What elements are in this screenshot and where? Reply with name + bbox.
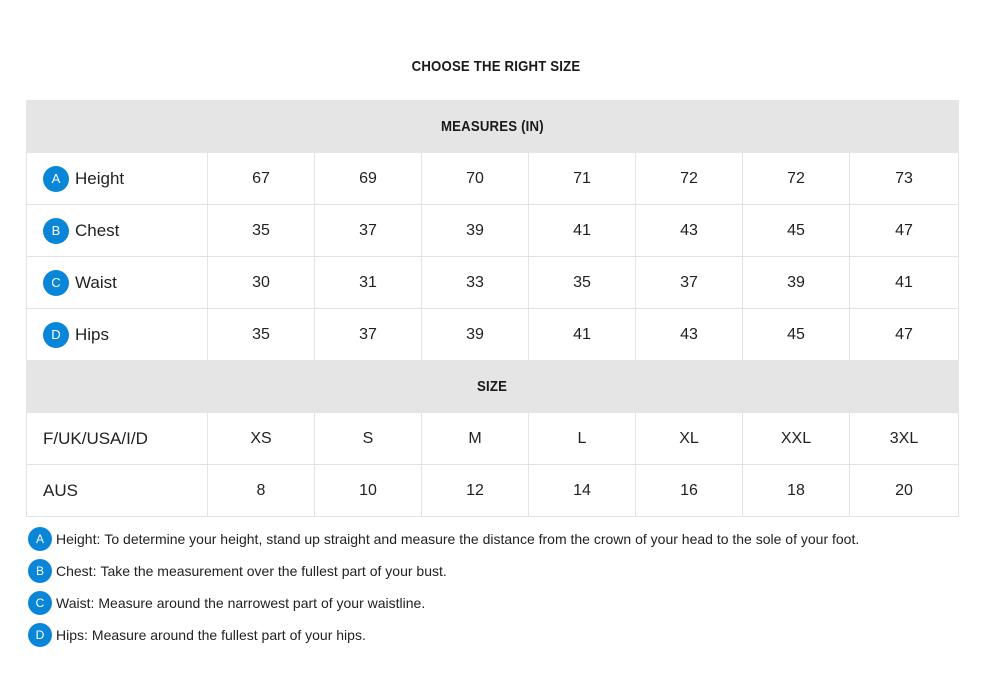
badge-b-icon: B [43, 218, 69, 244]
table-cell: L [529, 413, 636, 465]
table-cell: M [422, 413, 529, 465]
row-label-text: Chest [75, 220, 120, 240]
row-label-eu-size [27, 413, 208, 465]
table-cell: 37 [315, 309, 422, 361]
badge-b-icon: B [28, 559, 52, 583]
row-label-text: Height [75, 168, 125, 188]
table-cell: 72 [636, 153, 743, 205]
row-label-chest [27, 205, 208, 257]
table-row-hips [27, 309, 959, 361]
table-cell: 41 [529, 205, 636, 257]
table-cell: 45 [743, 205, 850, 257]
table-cell: 45 [743, 309, 850, 361]
measures-header-text: MEASURES (IN) [441, 118, 544, 135]
note-label: Hips: [56, 627, 88, 643]
note-text: To determine your height, stand up straight and measure the distance from the crown of your head to the sole of your foot. [104, 531, 860, 547]
note-label: Chest: [56, 563, 97, 579]
row-label-text: AUS [43, 480, 78, 500]
badge-c-icon: C [28, 591, 52, 615]
table-row-aus-size [27, 465, 959, 517]
table-cell: 41 [529, 309, 636, 361]
table-row-waist [27, 257, 959, 309]
table-cell: 20 [850, 465, 959, 517]
table-row-eu-size [27, 413, 959, 465]
note-text: Measure around the fullest part of your hips. [91, 627, 366, 643]
table-cell: 71 [529, 153, 636, 205]
row-label-text: Waist [75, 272, 117, 292]
table-cell: 8 [208, 465, 315, 517]
table-cell: 16 [636, 465, 743, 517]
size-header-row [27, 361, 959, 413]
table-row-chest [27, 205, 959, 257]
size-chart-table [26, 100, 959, 517]
table-cell: 72 [743, 153, 850, 205]
note-label: Waist: [56, 595, 95, 611]
badge-a-icon: A [43, 166, 69, 192]
note-chest [28, 559, 968, 583]
note-hips [28, 623, 968, 647]
badge-d-icon: D [43, 322, 69, 348]
table-cell: 14 [529, 465, 636, 517]
table-cell: 35 [208, 205, 315, 257]
table-cell: XS [208, 413, 315, 465]
row-label-aus-size [27, 465, 208, 517]
table-cell: 39 [422, 309, 529, 361]
page-title: CHOOSE THE RIGHT SIZE [411, 58, 581, 75]
table-cell: 69 [315, 153, 422, 205]
row-label-waist [27, 257, 208, 309]
table-cell: 67 [208, 153, 315, 205]
row-label-text: Hips [75, 324, 110, 344]
table-row-height [27, 153, 959, 205]
table-cell: 47 [850, 309, 959, 361]
table-cell: S [315, 413, 422, 465]
note-waist [28, 591, 968, 615]
table-cell: 37 [636, 257, 743, 309]
row-label-hips [27, 309, 208, 361]
note-height [28, 527, 968, 551]
table-cell: 73 [850, 153, 959, 205]
table-cell: 18 [743, 465, 850, 517]
table-cell: 35 [208, 309, 315, 361]
table-cell: 70 [422, 153, 529, 205]
table-cell: 47 [850, 205, 959, 257]
note-text: Measure around the narrowest part of your waistline. [98, 595, 426, 611]
table-cell: 30 [208, 257, 315, 309]
table-cell: 12 [422, 465, 529, 517]
table-cell: XL [636, 413, 743, 465]
row-label-height [27, 153, 208, 205]
badge-d-icon: D [28, 623, 52, 647]
table-cell: 33 [422, 257, 529, 309]
size-header-text: SIZE [477, 378, 508, 395]
measurement-notes [28, 527, 968, 655]
table-cell: 37 [315, 205, 422, 257]
row-label-text: F/UK/USA/I/D [43, 428, 148, 448]
badge-c-icon: C [43, 270, 69, 296]
note-label: Height: [56, 531, 101, 547]
table-cell: 41 [850, 257, 959, 309]
table-cell: 43 [636, 205, 743, 257]
note-text: Take the measurement over the fullest part of your bust. [100, 563, 447, 579]
table-cell: XXL [743, 413, 850, 465]
table-cell: 39 [422, 205, 529, 257]
table-cell: 31 [315, 257, 422, 309]
measures-header-row [27, 101, 959, 153]
measures-header [27, 101, 959, 153]
table-cell: 43 [636, 309, 743, 361]
table-cell: 10 [315, 465, 422, 517]
table-cell: 3XL [850, 413, 959, 465]
table-cell: 39 [743, 257, 850, 309]
badge-a-icon: A [28, 527, 52, 551]
table-cell: 35 [529, 257, 636, 309]
size-header [27, 361, 959, 413]
